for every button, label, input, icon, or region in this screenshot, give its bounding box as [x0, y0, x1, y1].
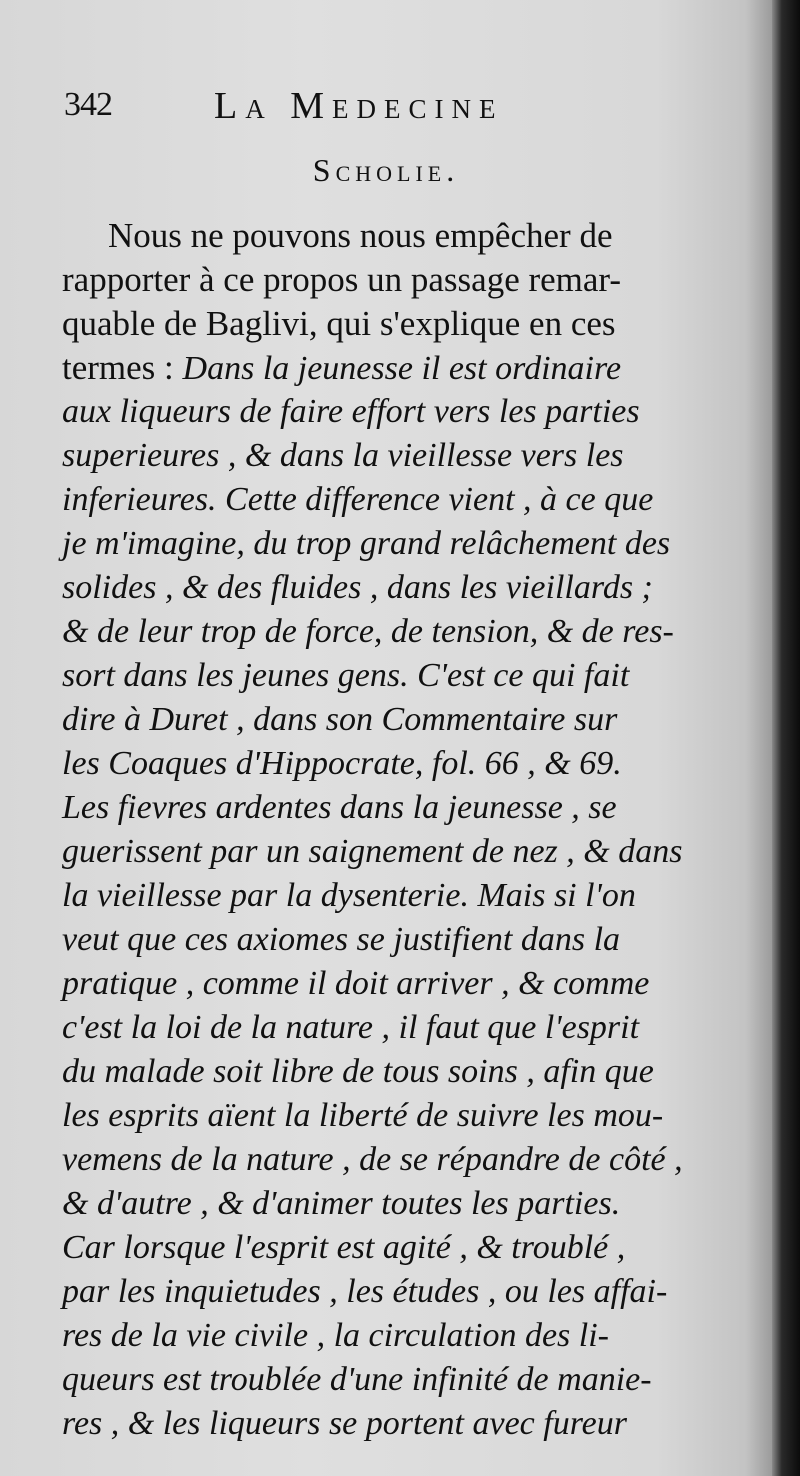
text-line: res de la vie civile , la circulation des li- [62, 1317, 609, 1354]
text-line: queurs est troublée d'une infinité de manie- [62, 1361, 652, 1398]
running-title: La Medecine [214, 85, 504, 127]
text-line: Car lorsque l'esprit est agité , & troublé , [62, 1229, 626, 1266]
text-run-italic: Dans la jeunesse il est ordinaire [182, 350, 622, 387]
text-run-roman: termes : [62, 348, 183, 387]
text-line: dire à Duret , dans son Commentaire sur [62, 701, 618, 738]
text-line: quable de Baglivi, qui s'explique en ces [62, 304, 616, 343]
page-number: 342 [64, 86, 112, 123]
text-line: sort dans les jeunes gens. C'est ce qui fait [62, 657, 630, 694]
text-line: les Coaques d'Hippocrate, fol. 66 , & 69. [62, 745, 622, 782]
text-line: rapporter à ce propos un passage remar- [62, 260, 622, 299]
text-line: solides , & des fluides , dans les vieillards ; [62, 569, 653, 606]
text-line: res , & les liqueurs se portent avec fureur [62, 1405, 628, 1442]
text-line: Nous ne pouvons nous empêcher de [108, 216, 613, 255]
body-text [62, 214, 712, 1446]
text-line: superieures , & dans la vieillesse vers les [62, 437, 624, 474]
text-line: vemens de la nature , de se répandre de côté , [62, 1141, 683, 1178]
text-line: guerissent par un saignement de nez , & dans [62, 833, 683, 870]
text-line: aux liqueurs de faire effort vers les parties [62, 393, 640, 430]
text-line: c'est la loi de la nature , il faut que l'esprit [62, 1009, 640, 1046]
text-line: inferieures. Cette difference vient , à ce que [62, 481, 654, 518]
page-header [64, 78, 582, 128]
text-line: & d'autre , & d'animer toutes les parties. [62, 1185, 621, 1222]
text-line: par les inquietudes , les études , ou les affai- [62, 1273, 668, 1310]
text-line: je m'imagine, du trop grand relâchement des [62, 525, 671, 562]
text-line: & de leur trop de force, de tension, & de res- [62, 613, 674, 650]
text-line: les esprits aïent la liberté de suivre les mou- [62, 1097, 664, 1134]
text-line: la vieillesse par la dysenterie. Mais si l'on [62, 877, 636, 914]
book-spine-shadow [772, 0, 800, 1476]
text-line: pratique , comme il doit arriver , & comme [62, 965, 650, 1002]
text-line: du malade soit libre de tous soins , afin que [62, 1053, 654, 1090]
text-line-mixed [62, 346, 712, 390]
text-line: veut que ces axiomes se justifient dans la [62, 921, 621, 958]
text-line: Les fievres ardentes dans la jeunesse , se [62, 789, 617, 826]
section-title: Scholie. [312, 152, 460, 188]
